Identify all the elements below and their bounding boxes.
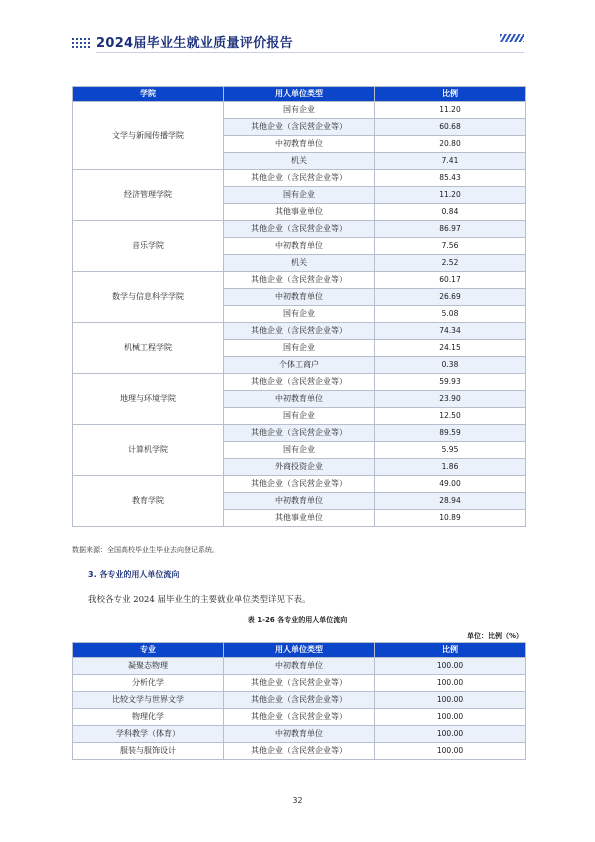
employer-type-cell: 其他企业（含民营企业等） (224, 709, 375, 726)
table-row (73, 726, 526, 743)
page-header (0, 28, 595, 54)
ratio-cell: 100.00 (375, 658, 526, 675)
table-header-row (73, 643, 526, 658)
major-cell: 凝聚态物理 (73, 658, 224, 675)
ratio-cell: 60.17 (375, 272, 526, 289)
major-cell: 分析化学 (73, 675, 224, 692)
college-name: 数学与信息科学学院 (73, 272, 224, 323)
employer-type-cell: 其他事业单位 (224, 204, 375, 221)
employer-type-cell: 中初教育单位 (224, 289, 375, 306)
header-rule (96, 52, 524, 53)
table-row (73, 476, 526, 493)
employer-type-cell: 其他企业（含民营企业等） (224, 743, 375, 760)
college-name: 经济管理学院 (73, 170, 224, 221)
table-row (73, 658, 526, 675)
employer-type-cell: 其他事业单位 (224, 510, 375, 527)
college-name: 文学与新闻传播学院 (73, 102, 224, 170)
major-cell: 服装与服饰设计 (73, 743, 224, 760)
college-name: 机械工程学院 (73, 323, 224, 374)
section-heading: 3. 各专业的用人单位流向 (88, 570, 180, 579)
employer-type-cell: 其他企业（含民营企业等） (224, 272, 375, 289)
header-dots-icon (72, 38, 92, 48)
employer-type-cell: 中初教育单位 (224, 238, 375, 255)
table-row (73, 709, 526, 726)
college-employer-table (72, 86, 526, 527)
ratio-cell: 26.69 (375, 289, 526, 306)
employer-type-cell: 中初教育单位 (224, 493, 375, 510)
employer-type-cell: 中初教育单位 (224, 658, 375, 675)
major-cell: 比较文学与世界文学 (73, 692, 224, 709)
ratio-cell: 1.86 (375, 459, 526, 476)
employer-type-cell: 其他企业（含民营企业等） (224, 675, 375, 692)
ratio-cell: 86.97 (375, 221, 526, 238)
ratio-cell: 100.00 (375, 726, 526, 743)
ratio-cell: 100.00 (375, 709, 526, 726)
report-title: 2024届毕业生就业质量评价报告 (96, 36, 293, 51)
ratio-cell: 59.93 (375, 374, 526, 391)
college-name: 计算机学院 (73, 425, 224, 476)
ratio-cell: 20.80 (375, 136, 526, 153)
employer-type-cell: 其他企业（含民营企业等） (224, 170, 375, 187)
ratio-cell: 12.50 (375, 408, 526, 425)
ratio-cell: 5.95 (375, 442, 526, 459)
ratio-cell: 0.38 (375, 357, 526, 374)
page-number: 32 (292, 796, 303, 805)
employer-type-cell: 中初教育单位 (224, 136, 375, 153)
column-header-college: 学院 (73, 87, 224, 102)
college-name: 地理与环境学院 (73, 374, 224, 425)
table-row (73, 323, 526, 340)
employer-type-cell: 机关 (224, 255, 375, 272)
ratio-cell: 0.84 (375, 204, 526, 221)
ratio-cell: 60.68 (375, 119, 526, 136)
table-row (73, 425, 526, 442)
ratio-cell: 100.00 (375, 692, 526, 709)
ratio-cell: 28.94 (375, 493, 526, 510)
major-employer-table (72, 642, 526, 760)
ratio-cell: 100.00 (375, 675, 526, 692)
ratio-cell: 23.90 (375, 391, 526, 408)
employer-type-cell: 其他企业（含民营企业等） (224, 374, 375, 391)
column-header-ratio: 比例 (375, 643, 526, 658)
major-cell: 学科教学（体育） (73, 726, 224, 743)
employer-type-cell: 其他企业（含民营企业等） (224, 425, 375, 442)
ratio-cell: 74.34 (375, 323, 526, 340)
employer-type-cell: 其他企业（含民营企业等） (224, 119, 375, 136)
column-header-major: 专业 (73, 643, 224, 658)
employer-type-cell: 个体工商户 (224, 357, 375, 374)
ratio-cell: 11.20 (375, 102, 526, 119)
employer-type-cell: 国有企业 (224, 340, 375, 357)
employer-type-cell: 国有企业 (224, 187, 375, 204)
employer-type-cell: 国有企业 (224, 442, 375, 459)
table-row (73, 170, 526, 187)
ratio-cell: 5.08 (375, 306, 526, 323)
major-cell: 物理化学 (73, 709, 224, 726)
source-note: 数据来源：全国高校毕业生毕业去向登记系统。 (72, 546, 219, 554)
employer-type-cell: 机关 (224, 153, 375, 170)
table-row (73, 102, 526, 119)
intro-paragraph: 我校各专业 2024 届毕业生的主要就业单位类型详见下表。 (88, 595, 311, 605)
table-row (73, 692, 526, 709)
header-stripes-icon (500, 34, 524, 42)
ratio-cell: 100.00 (375, 743, 526, 760)
ratio-cell: 11.20 (375, 187, 526, 204)
employer-type-cell: 其他企业（含民营企业等） (224, 692, 375, 709)
ratio-cell: 7.41 (375, 153, 526, 170)
ratio-cell: 2.52 (375, 255, 526, 272)
table-row (73, 743, 526, 760)
ratio-cell: 10.89 (375, 510, 526, 527)
column-header-ratio: 比例 (375, 87, 526, 102)
ratio-cell: 24.15 (375, 340, 526, 357)
ratio-cell: 89.59 (375, 425, 526, 442)
ratio-cell: 7.56 (375, 238, 526, 255)
table-row (73, 374, 526, 391)
employer-type-cell: 其他企业（含民营企业等） (224, 476, 375, 493)
table-caption: 表 1-26 各专业的用人单位流向 (247, 616, 348, 624)
table-row (73, 221, 526, 238)
ratio-cell: 49.00 (375, 476, 526, 493)
college-name: 教育学院 (73, 476, 224, 527)
college-name: 音乐学院 (73, 221, 224, 272)
table-header-row (73, 87, 526, 102)
employer-type-cell: 其他企业（含民营企业等） (224, 221, 375, 238)
employer-type-cell: 外商投资企业 (224, 459, 375, 476)
table-row (73, 675, 526, 692)
employer-type-cell: 国有企业 (224, 306, 375, 323)
column-header-employer-type: 用人单位类型 (224, 87, 375, 102)
employer-type-cell: 国有企业 (224, 102, 375, 119)
employer-type-cell: 国有企业 (224, 408, 375, 425)
employer-type-cell: 中初教育单位 (224, 726, 375, 743)
ratio-cell: 85.43 (375, 170, 526, 187)
unit-note: 单位：比例（%） (466, 632, 523, 640)
employer-type-cell: 中初教育单位 (224, 391, 375, 408)
column-header-employer-type: 用人单位类型 (224, 643, 375, 658)
employer-type-cell: 其他企业（含民营企业等） (224, 323, 375, 340)
table-row (73, 272, 526, 289)
